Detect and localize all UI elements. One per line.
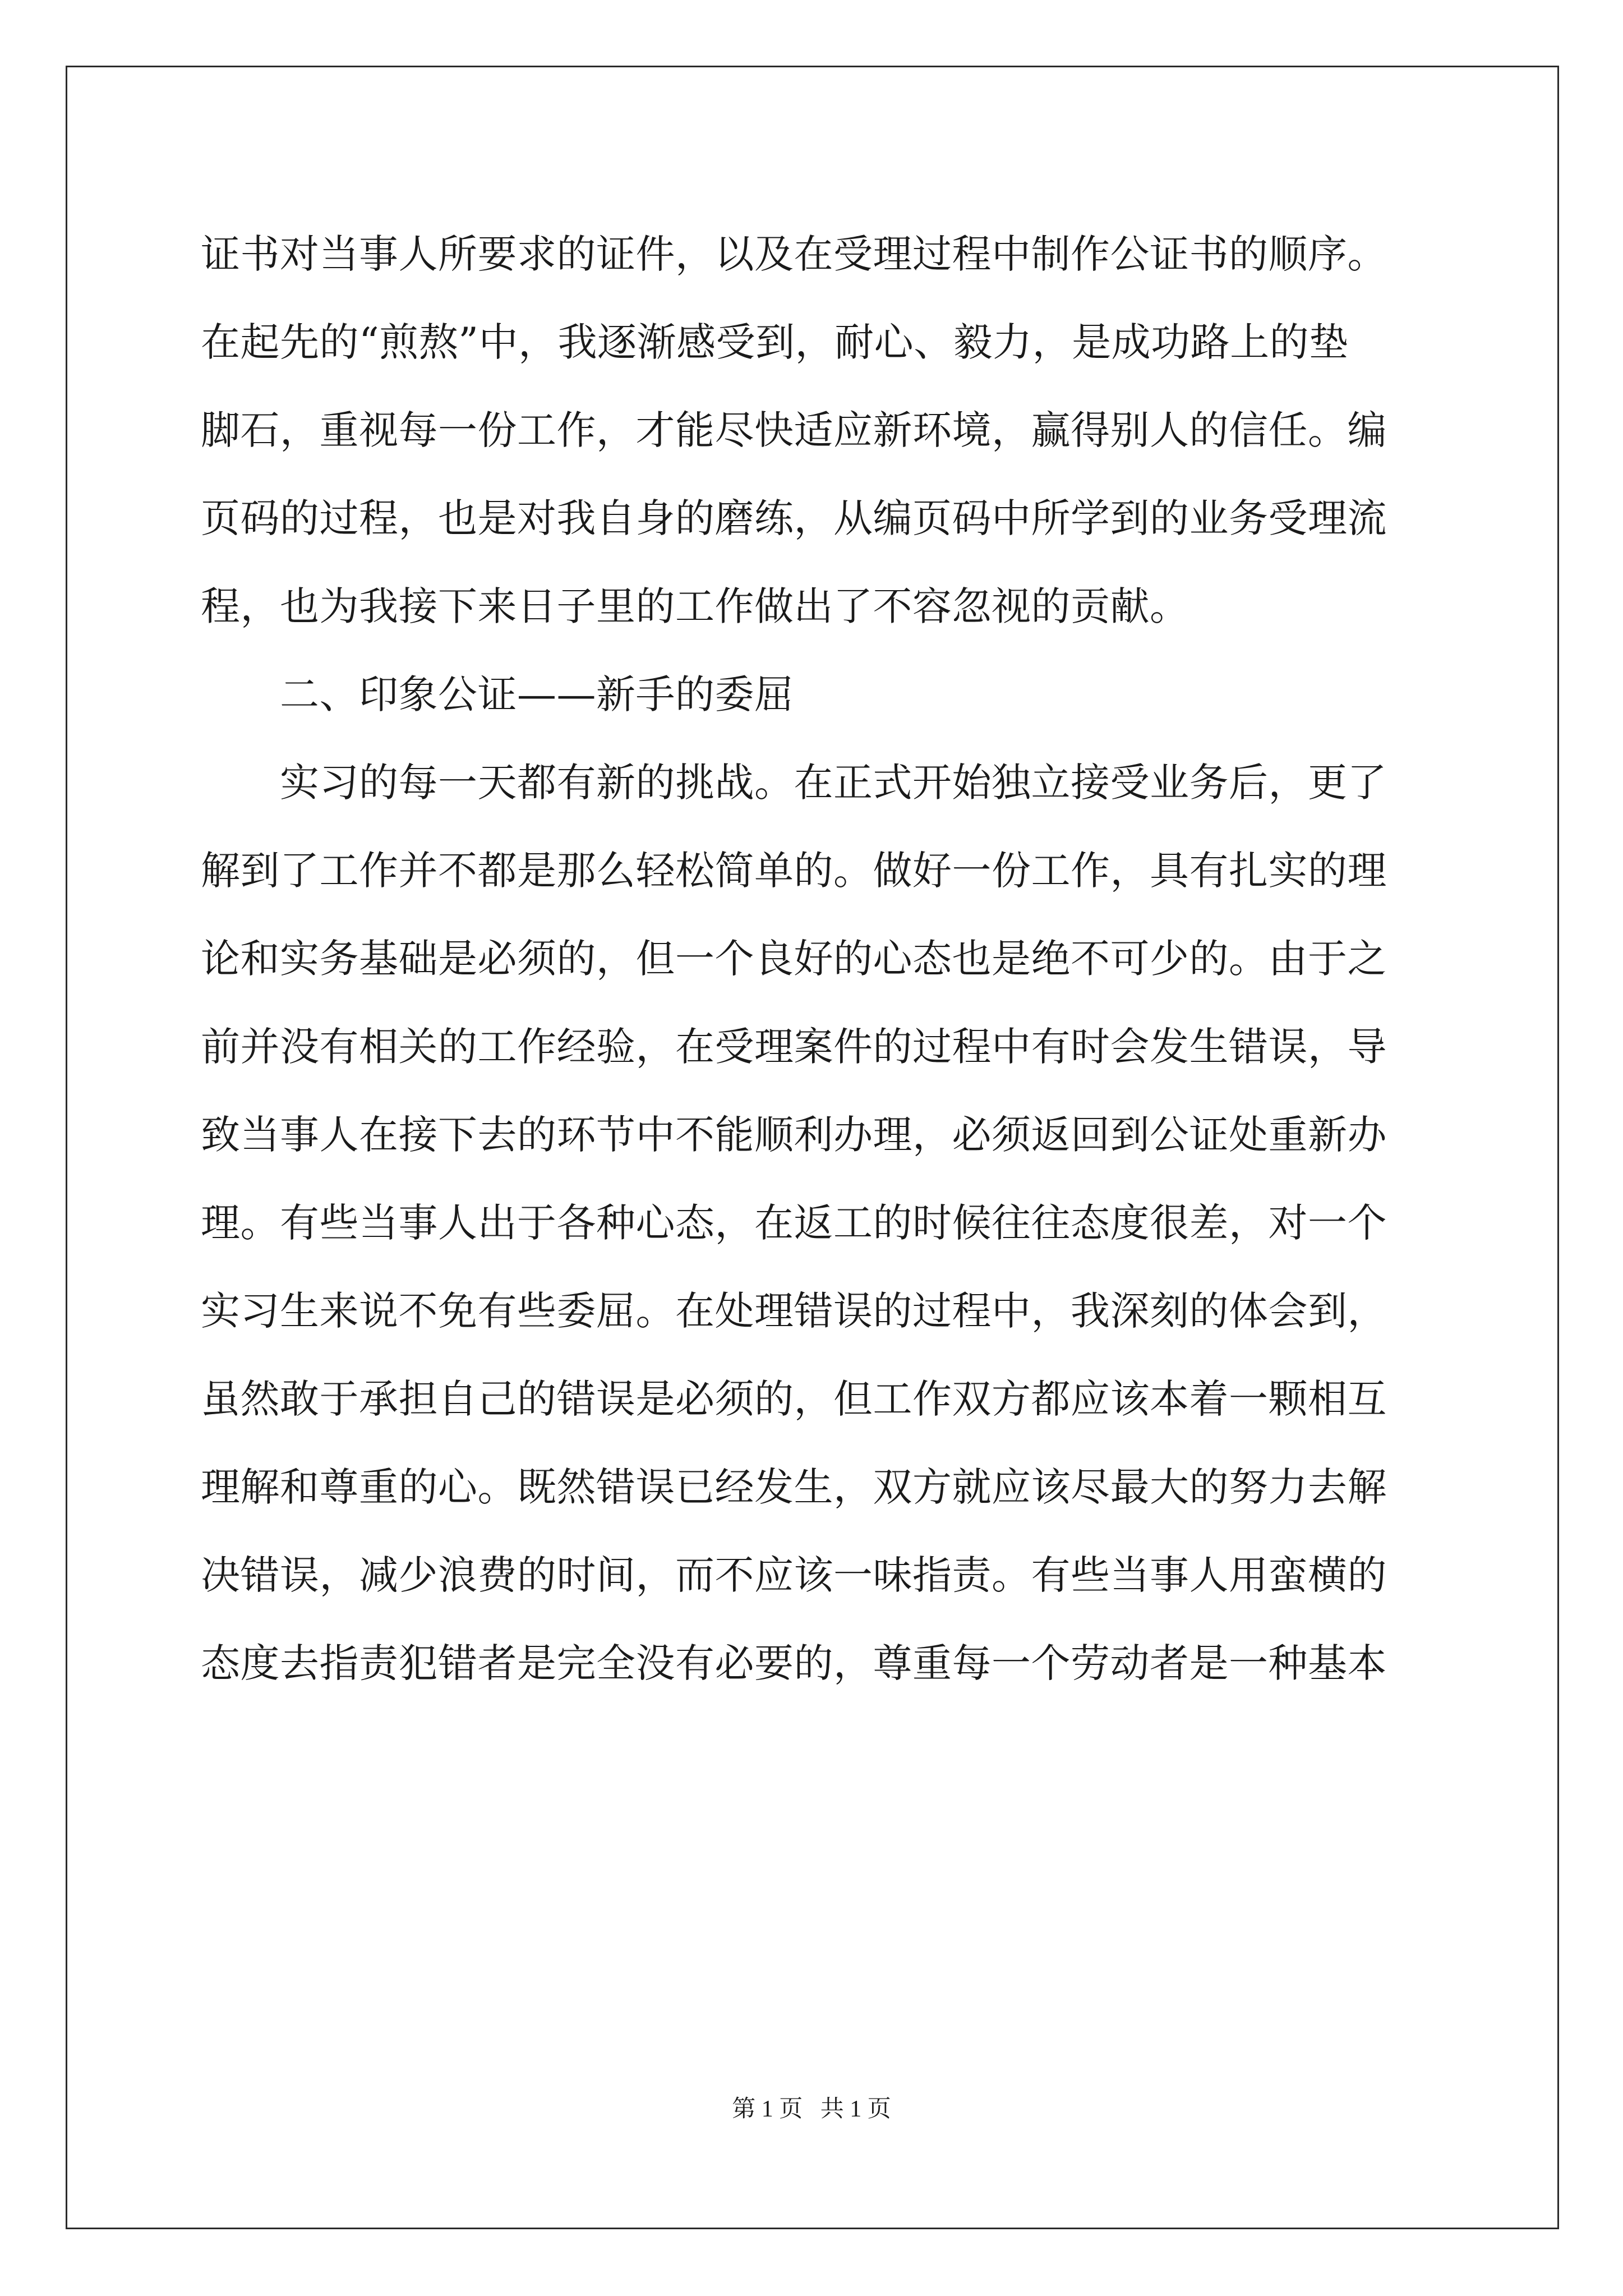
text-line: 实习生来说不免有些委屈。在处理错误的过程中，我深刻的体会到， xyxy=(201,1288,1387,1334)
page-number-label: 第 1 页 共 1 页 xyxy=(732,2096,891,2122)
section-heading: 二、印象公证——新手的委屈 xyxy=(201,671,794,717)
text-line: 证书对当事人所要求的证件，以及在受理过程中制作公证书的顺序。 xyxy=(201,231,1387,277)
text-line: 论和实务基础是必须的，但一个良好的心态也是绝不可少的。由于之 xyxy=(201,936,1387,982)
text-line: 致当事人在接下去的环节中不能顺利办理，必须返回到公证处重新办 xyxy=(201,1112,1387,1158)
text-line: 决错误，减少浪费的时间，而不应该一味指责。有些当事人用蛮横的 xyxy=(201,1552,1387,1598)
text-line: 实习的每一天都有新的挑战。在正式开始独立接受业务后，更了 xyxy=(201,760,1387,806)
text-line: 虽然敢于承担自己的错误是必须的，但工作双方都应该本着一颗相互 xyxy=(201,1376,1387,1422)
text-line: 前并没有相关的工作经验，在受理案件的过程中有时会发生错误，导 xyxy=(201,1024,1387,1070)
text-line: 解到了工作并不都是那么轻松简单的。做好一份工作，具有扎实的理 xyxy=(201,848,1387,894)
text-line: 在起先的“煎熬”中，我逐渐感受到，耐心、毅力，是成功路上的垫 xyxy=(201,319,1349,365)
document-body xyxy=(201,210,1435,1708)
text-line: 页码的过程，也是对我自身的磨练，从编页码中所学到的业务受理流 xyxy=(201,495,1387,541)
text-line: 理解和尊重的心。既然错误已经发生，双方就应该尽最大的努力去解 xyxy=(201,1464,1387,1510)
text-line: 态度去指责犯错者是完全没有必要的，尊重每一个劳动者是一种基本 xyxy=(201,1640,1387,1686)
text-line: 程，也为我接下来日子里的工作做出了不容忽视的贡献。 xyxy=(201,583,1189,629)
text-line: 理。有些当事人出于各种心态，在返工的时候往往态度很差，对一个 xyxy=(201,1200,1387,1246)
page-footer xyxy=(0,2092,1623,2126)
text-line: 脚石，重视每一份工作，才能尽快适应新环境，赢得别人的信任。编 xyxy=(201,407,1387,453)
